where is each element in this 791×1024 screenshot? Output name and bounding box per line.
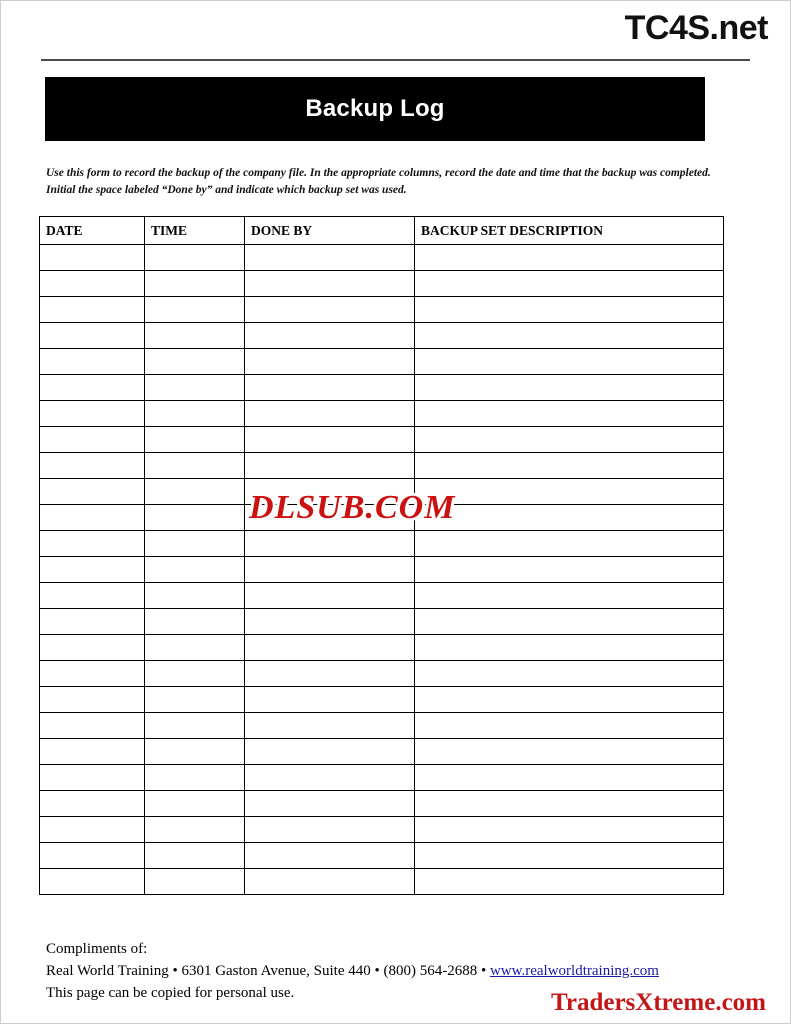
table-cell[interactable]	[245, 661, 415, 687]
page-title: Backup Log	[305, 95, 445, 122]
table-cell[interactable]	[245, 609, 415, 635]
table-cell[interactable]	[145, 453, 245, 479]
table-cell[interactable]	[145, 791, 245, 817]
table-cell[interactable]	[145, 687, 245, 713]
footer-line-usage: This page can be copied for personal use.	[46, 984, 295, 1001]
table-cell[interactable]	[145, 505, 245, 531]
table-cell[interactable]	[415, 531, 724, 557]
table-row	[40, 375, 724, 401]
table-cell[interactable]	[415, 427, 724, 453]
table-cell[interactable]	[40, 817, 145, 843]
table-cell[interactable]	[245, 869, 415, 895]
table-cell[interactable]	[40, 505, 145, 531]
footer-website-link[interactable]: www.realworldtraining.com	[489, 962, 659, 979]
table-cell[interactable]	[40, 609, 145, 635]
table-cell[interactable]	[245, 557, 415, 583]
table-cell[interactable]	[245, 791, 415, 817]
table-cell[interactable]	[145, 739, 245, 765]
table-cell[interactable]	[245, 583, 415, 609]
table-cell[interactable]	[415, 505, 724, 531]
column-header-done-by: DONE BY	[245, 217, 415, 245]
table-row	[40, 349, 724, 375]
table-cell[interactable]	[245, 479, 415, 505]
table-row	[40, 713, 724, 739]
site-brand-bottom: TradersXtreme.com	[551, 989, 766, 1016]
table-row	[40, 609, 724, 635]
table-row	[40, 765, 724, 791]
instructions-text: Use this form to record the backup of the company file. In the appropriate columns, record the date and time that the backup was completed. Initial the space labeled “Done by” and indicate which backup set was used.	[46, 167, 711, 196]
table-cell[interactable]	[145, 817, 245, 843]
table-cell[interactable]	[145, 661, 245, 687]
table-cell[interactable]	[245, 323, 415, 349]
table-row	[40, 245, 724, 271]
table-cell[interactable]	[40, 557, 145, 583]
footer-line-contact	[46, 961, 659, 983]
table-cell[interactable]	[40, 765, 145, 791]
table-row	[40, 531, 724, 557]
table-cell[interactable]	[145, 583, 245, 609]
table-cell[interactable]	[245, 505, 415, 531]
table-cell[interactable]	[145, 401, 245, 427]
table-row	[40, 297, 724, 323]
table-row	[40, 687, 724, 713]
table-cell[interactable]	[40, 245, 145, 271]
table-row	[40, 843, 724, 869]
table-cell[interactable]	[40, 427, 145, 453]
table-cell[interactable]	[415, 869, 724, 895]
table-row	[40, 505, 724, 531]
table-cell[interactable]	[40, 453, 145, 479]
table-cell[interactable]	[415, 687, 724, 713]
table-cell[interactable]	[415, 245, 724, 271]
table-cell[interactable]	[145, 427, 245, 453]
table-row	[40, 479, 724, 505]
table-cell[interactable]	[245, 531, 415, 557]
table-cell[interactable]	[245, 271, 415, 297]
table-header	[40, 217, 724, 245]
table-cell[interactable]	[40, 791, 145, 817]
table-row	[40, 635, 724, 661]
table-cell[interactable]	[40, 349, 145, 375]
table-row	[40, 739, 724, 765]
table-cell[interactable]	[415, 323, 724, 349]
table-header-row	[40, 217, 724, 245]
table-cell[interactable]	[40, 479, 145, 505]
table-cell[interactable]	[40, 687, 145, 713]
table-cell[interactable]	[415, 557, 724, 583]
table-cell[interactable]	[145, 765, 245, 791]
table-cell[interactable]	[245, 349, 415, 375]
table-cell[interactable]	[415, 401, 724, 427]
table-cell[interactable]	[145, 297, 245, 323]
table-cell[interactable]	[145, 531, 245, 557]
table-cell[interactable]	[145, 557, 245, 583]
backup-log-table	[39, 216, 724, 895]
table-cell[interactable]	[415, 635, 724, 661]
table-cell[interactable]	[415, 375, 724, 401]
table-cell[interactable]	[415, 739, 724, 765]
table-row	[40, 453, 724, 479]
table-cell[interactable]	[145, 323, 245, 349]
table-cell[interactable]	[415, 297, 724, 323]
table-cell[interactable]	[245, 427, 415, 453]
table-cell[interactable]	[415, 583, 724, 609]
table-cell[interactable]	[40, 843, 145, 869]
table-row	[40, 817, 724, 843]
table-cell[interactable]	[40, 323, 145, 349]
table-cell[interactable]	[40, 401, 145, 427]
table-row	[40, 271, 724, 297]
table-cell[interactable]	[415, 479, 724, 505]
table-cell[interactable]	[415, 609, 724, 635]
column-header-date: DATE	[40, 217, 145, 245]
table-cell[interactable]	[40, 375, 145, 401]
table-cell[interactable]	[245, 817, 415, 843]
table-cell[interactable]	[40, 739, 145, 765]
table-row	[40, 791, 724, 817]
table-cell[interactable]	[245, 713, 415, 739]
table-cell[interactable]	[415, 349, 724, 375]
table-cell[interactable]	[245, 245, 415, 271]
table-cell[interactable]	[415, 843, 724, 869]
watermark: DLSUB.COM	[249, 489, 456, 526]
table-cell[interactable]	[415, 765, 724, 791]
table-cell[interactable]	[245, 635, 415, 661]
table-cell[interactable]	[145, 869, 245, 895]
table-cell[interactable]	[145, 843, 245, 869]
table-cell[interactable]	[245, 739, 415, 765]
table-body	[40, 245, 724, 895]
table-row	[40, 661, 724, 687]
table-cell[interactable]	[145, 635, 245, 661]
site-brand-top: TC4S.net	[624, 9, 768, 47]
document-title-bar	[45, 77, 705, 141]
table-cell[interactable]	[245, 297, 415, 323]
table-cell[interactable]	[40, 297, 145, 323]
table-cell[interactable]	[245, 375, 415, 401]
table-cell[interactable]	[245, 687, 415, 713]
table-cell[interactable]	[145, 349, 245, 375]
footer-line-compliments: Compliments of:	[46, 941, 148, 957]
table-cell[interactable]	[40, 271, 145, 297]
table-cell[interactable]	[415, 791, 724, 817]
table-cell[interactable]	[40, 635, 145, 661]
table-cell[interactable]	[415, 817, 724, 843]
column-header-backup-set-description: BACKUP SET DESCRIPTION	[415, 217, 724, 245]
table-cell[interactable]	[40, 661, 145, 687]
table-cell[interactable]	[40, 869, 145, 895]
table-cell[interactable]	[40, 713, 145, 739]
table-cell[interactable]	[245, 765, 415, 791]
footer-contact-text: Real World Training • 6301 Gaston Avenue, Suite 440 • (800) 564-2688 •	[46, 962, 490, 979]
table-cell[interactable]	[145, 609, 245, 635]
table-row	[40, 583, 724, 609]
table-cell[interactable]	[415, 661, 724, 687]
table-cell[interactable]	[40, 531, 145, 557]
table-cell[interactable]	[145, 713, 245, 739]
table-cell[interactable]	[415, 713, 724, 739]
table-row	[40, 401, 724, 427]
table-cell[interactable]	[145, 271, 245, 297]
table-cell[interactable]	[245, 453, 415, 479]
table-cell[interactable]	[145, 479, 245, 505]
table-cell[interactable]	[415, 453, 724, 479]
table-cell[interactable]	[245, 401, 415, 427]
header-divider	[41, 59, 750, 61]
column-header-time: TIME	[145, 217, 245, 245]
table-row	[40, 869, 724, 895]
table-cell[interactable]	[145, 245, 245, 271]
table-row	[40, 427, 724, 453]
table-row	[40, 323, 724, 349]
table-row	[40, 557, 724, 583]
table-cell[interactable]	[415, 271, 724, 297]
table-cell[interactable]	[245, 843, 415, 869]
table-cell[interactable]	[145, 375, 245, 401]
table-cell[interactable]	[40, 583, 145, 609]
